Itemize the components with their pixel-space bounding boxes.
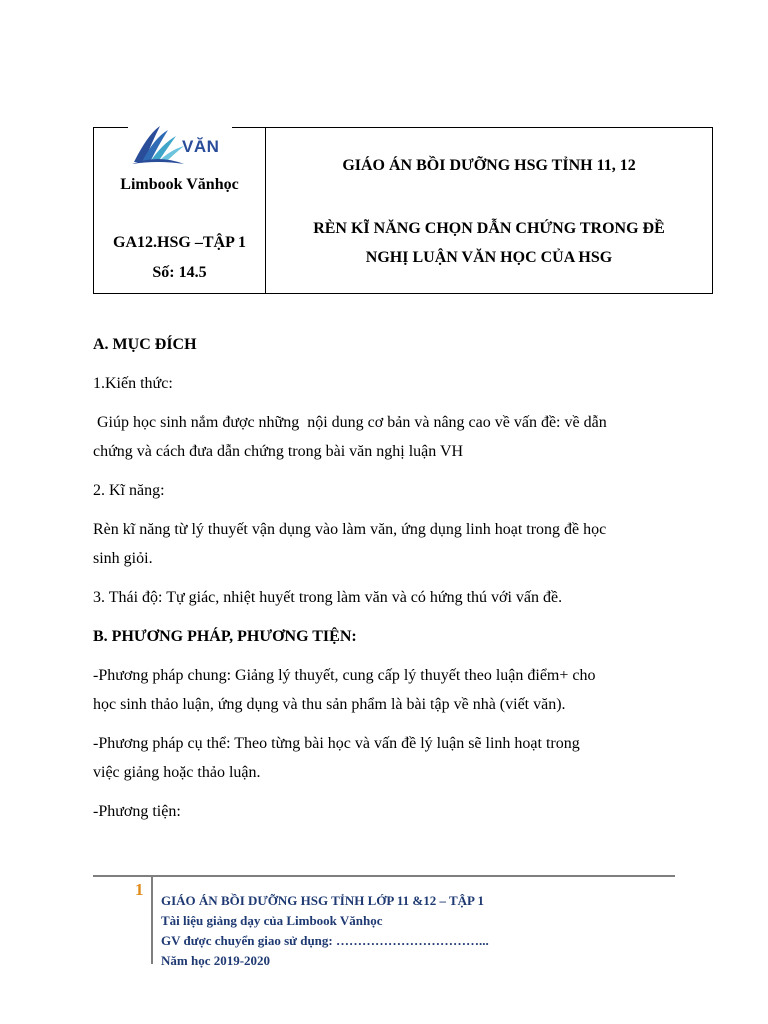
- footer-line-teacher: GV được chuyển giao sử dụng: ……………………………...: [161, 933, 489, 948]
- section-heading-a: A. MỤC ĐÍCH: [93, 336, 197, 353]
- page-number: 1: [135, 880, 144, 899]
- paragraph-general-method: [93, 661, 683, 719]
- paragraph-line: việc giảng hoặc thảo luận.: [93, 764, 261, 781]
- header-table: [93, 127, 713, 294]
- paragraph-means: -Phương tiện:: [93, 803, 181, 820]
- header-left-cell: [94, 128, 266, 293]
- document-code: GA12.HSG –TẬP 1: [113, 234, 246, 251]
- paragraph-attitude: 3. Thái độ: Tự giác, nhiệt huyết trong làm văn và có hứng thú với vấn đề.: [93, 589, 563, 606]
- paragraph-line: -Phương pháp cụ thể: Theo từng bài học và vấn đề lý luận sẽ linh hoạt trong: [93, 735, 580, 752]
- paragraph-specific-method: [93, 729, 683, 787]
- section-heading-b: B. PHƯƠNG PHÁP, PHƯƠNG TIỆN:: [93, 628, 357, 645]
- paragraph-skill: [93, 515, 683, 573]
- logo: [128, 124, 232, 168]
- paragraph-skill-label: 2. Kĩ năng:: [93, 482, 165, 499]
- lesson-title-line-1: RÈN KĨ NĂNG CHỌN DẪN CHỨNG TRONG ĐỀ: [313, 220, 665, 237]
- paragraph-line: chứng và cách đưa dẫn chứng trong bài văn nghị luận VH: [93, 443, 464, 460]
- fan-swoosh-logo-icon: [130, 124, 186, 168]
- paragraph-knowledge: [93, 408, 683, 466]
- footer-divider: [93, 875, 675, 877]
- footer-text: [161, 891, 489, 971]
- document-body: [93, 330, 683, 826]
- brand-name: Limbook Vănhọc: [120, 176, 239, 193]
- lesson-title-line-2: NGHỊ LUẬN VĂN HỌC CỦA HSG: [365, 249, 613, 266]
- document-title: GIÁO ÁN BỒI DƯỠNG HSG TỈNH 11, 12: [342, 157, 636, 174]
- paragraph-line: học sinh thảo luận, ứng dụng và thu sản phẩm là bài tập về nhà (viết văn).: [93, 696, 566, 713]
- paragraph-line: Giúp học sinh nắm được những nội dung cơ bản và nâng cao về vấn đề: về dẫn: [93, 414, 607, 431]
- lesson-title: [266, 214, 712, 272]
- paragraph-line: Rèn kĩ năng từ lý thuyết vận dụng vào làm văn, ứng dụng linh hoạt trong đề học: [93, 521, 607, 538]
- document-number: Số: 14.5: [152, 264, 207, 281]
- footer-line-year: Năm học 2019-2020: [161, 953, 271, 968]
- paragraph-line: -Phương pháp chung: Giảng lý thuyết, cung cấp lý thuyết theo luận điểm+ cho: [93, 667, 596, 684]
- footer-line-title: GIÁO ÁN BỒI DƯỠNG HSG TỈNH LỚP 11 &12 – TẬP 1: [161, 893, 485, 908]
- paragraph-line: sinh giỏi.: [93, 550, 153, 567]
- paragraph-knowledge-label: 1.Kiến thức:: [93, 375, 173, 392]
- logo-text: VĂN: [182, 137, 220, 156]
- footer-vertical-bar: [151, 877, 153, 964]
- footer-line-source: Tài liệu giảng dạy của Limbook Vănhọc: [161, 913, 383, 928]
- header-right-cell: [266, 128, 712, 293]
